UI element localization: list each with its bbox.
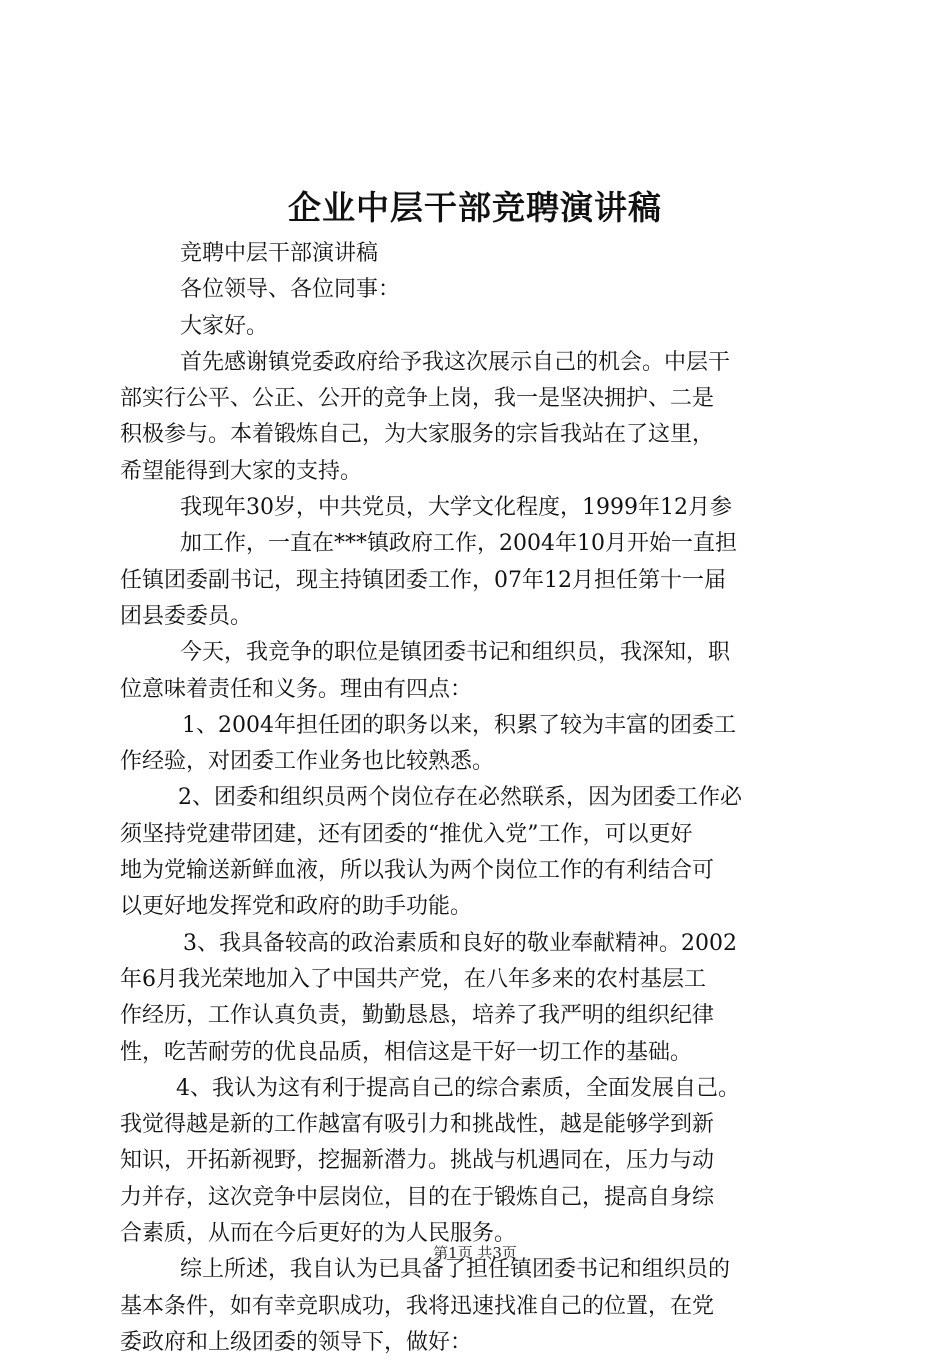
text-line: 加工作，一直在***镇政府工作，2004年10月开始一直担 (180, 531, 737, 557)
text-line: 首先感谢镇党委政府给予我这次展示自己的机会。中层干 (180, 349, 731, 375)
text-line: 团县委委员。 (120, 603, 253, 629)
text-line: 1、2004年担任团的职务以来，积累了较为丰富的团委工 (182, 712, 736, 738)
text-line: 地为党输送新鲜血液，所以我认为两个岗位工作的有利结合可 (120, 858, 715, 884)
text-line: 4、我认为这有利于提高自己的综合素质，全面发展自己。 (176, 1075, 740, 1101)
text-line: 我现年30岁，中共党员，大学文化程度，1999年12月参 (180, 495, 732, 521)
text-line: 部实行公平、公正、公开的竞争上岗，我一是坚决拥护、二是 (120, 386, 715, 412)
text-line: 任镇团委副书记，现主持镇团委工作，07年12月担任第十一届 (120, 567, 726, 593)
text-line: 综上所述，我自认为已具备了担任镇团委书记和组织员的 (180, 1257, 731, 1283)
text-line: 2、团委和组织员两个岗位存在必然联系，因为团委工作必 (178, 785, 742, 811)
text-line: 竞聘中层干部演讲稿 (180, 241, 379, 266)
text-line: 合素质，从而在今后更好的为人民服务。 (120, 1221, 517, 1247)
text-line: 大家好。 (180, 313, 269, 339)
text-line: 基本条件，如有幸竞职成功，我将迅速找准自己的位置，在党 (120, 1293, 715, 1319)
text-line: 力并存，这次竞争中层岗位，目的在于锻炼自己，提高自身综 (120, 1184, 715, 1210)
text-line: 希望能得到大家的支持。 (120, 458, 363, 484)
text-line: 委政府和上级团委的领导下，做好： (120, 1329, 473, 1355)
text-line: 以更好地发挥党和政府的助手功能。 (120, 894, 473, 920)
text-line: 年6月我光荣地加入了中国共产党，在八年多来的农村基层工 (120, 966, 706, 992)
text-line: 各位领导、各位同事： (180, 277, 401, 303)
document-title: 企业中层干部竞聘演讲稿 (288, 188, 662, 227)
text-line: 我觉得越是新的工作越富有吸引力和挑战性，越是能够学到新 (120, 1112, 715, 1138)
text-line: 3、我具备较高的政治素质和良好的敬业奉献精神。2002 (183, 930, 737, 956)
text-line: 作经历，工作认真负责，勤勤恳恳，培养了我严明的组织纪律 (120, 1003, 715, 1029)
text-line: 作经验，对团委工作业务也比较熟悉。 (120, 749, 495, 775)
document-body (120, 236, 840, 1361)
text-line: 今天，我竞争的职位是镇团委书记和组织员，我深知，职 (180, 640, 731, 666)
text-line: 知识，开拓新视野，挖掘新潜力。挑战与机遇同在，压力与动 (120, 1148, 715, 1174)
page-footer: 第1页 共3页 (433, 1244, 517, 1262)
text-line: 性，吃苦耐劳的优良品质，相信这是干好一切工作的基础。 (120, 1039, 693, 1065)
text-line: 积极参与。本着锻炼自己，为大家服务的宗旨我站在了这里， (120, 422, 715, 448)
text-line: 须坚持党建带团建，还有团委的“推优入党”工作，可以更好 (120, 821, 693, 847)
text-line: 位意味着责任和义务。理由有四点： (120, 676, 473, 702)
